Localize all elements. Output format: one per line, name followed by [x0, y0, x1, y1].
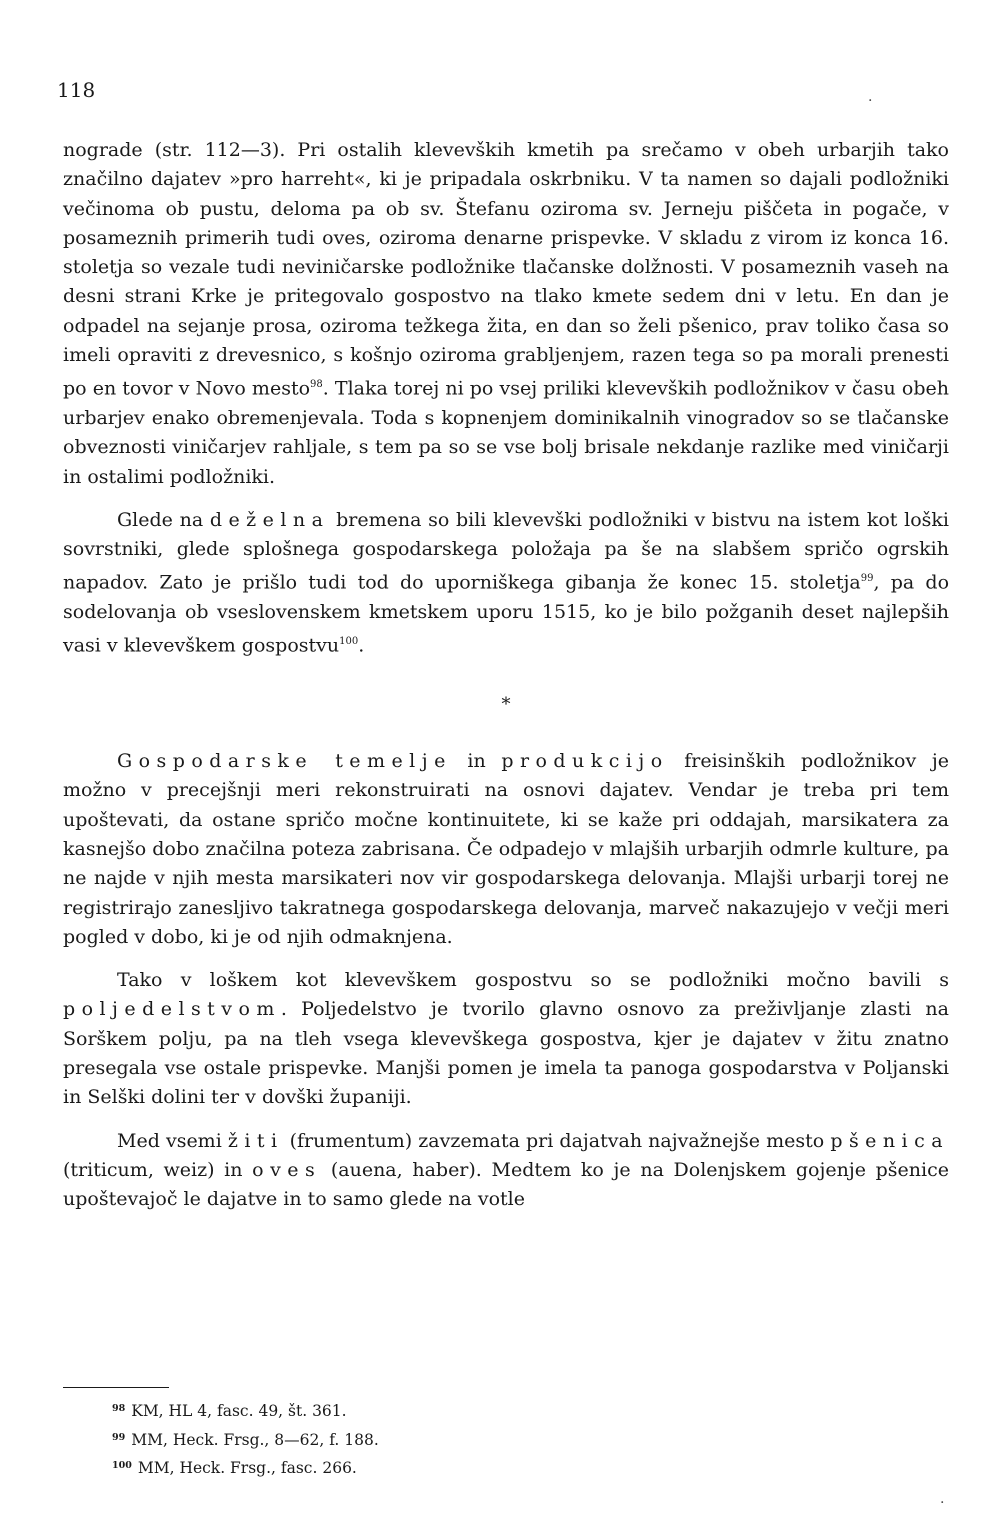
paragraph-4-text-a: Tako v loškem kot klevevškem gospostvu so se podložniki močno bavili s — [117, 969, 949, 992]
paragraph-2-text-c: , pa do sodelovanja ob vseslovenskem kmetskem uporu 1515, ko je bilo požganih deset najlepših vasi v klevevškem gospostvu — [63, 571, 950, 657]
paragraph-1-text-a: nograde (str. 112—3). Pri ostalih klevevških kmetih pa srečamo v obeh urbarjih tako značilno dajatev »pro harreht«, ki je pripadala oskrbniku. V ta namen so dajali podložniki večinoma ob pustu, deloma pa ob sv. Štefanu oziroma sv. Jerneju piščeta in pogače, v posameznih primerih tudi oves, oziroma denarne prispevke. V skladu z virom iz konca 16. stoletja so vezale tudi neviničarske podložnike tlačanske dolžnosti. V posameznih vaseh na desni strani Krke je pritegovalo gospostvo na tlako kmete sedem dni v letu. En dan je odpadel na sejanje prosa, oziroma težkega žita, en dan so želi pšenico, prav toliko časa so imeli opraviti z drevesnico, s košnjo oziroma grabljenjem, razen tega so pa morali prenesti po en tovor v Novo mesto — [63, 139, 949, 400]
spaced-term-psenica: pšenica — [830, 1129, 949, 1152]
scan-dot-top: . — [868, 89, 873, 105]
paragraph-3-text-b: freisinških podložnikov je možno v precejšnji meri rekonstruirati na osnovi dajatev. Vendar je treba pri tem upoštevati, da ostane spričo močne kontinuitete, ki se kaže pri oddajah, marsikatera za kasnejšo dobo značilna poteza zabrisana. Če odpadejo v mlajših urbarjih odmrle kulture, pa ne najde v njih mesta marsikateri nov vir gospodarskega delovanja. Mlajši urbarji torej ne registrirajo zanesljivo takratnega gospodarskega delovanja, marveč nakazujejo v večji meri pogled v dobo, ki je od njih odmaknjena. — [63, 750, 949, 948]
paragraph-2-text-b: bremena so bili klevevški podložniki v bistvu na istem kot loški sovrstniki, glede splošnega gospodarskega položaja pa še na slabšem spričo ogrskih napadov. Zato je prišlo tudi tod do uporniškega gibanja že konec 15. stoletja — [63, 508, 949, 594]
footnote-number: 100 — [112, 1460, 132, 1472]
footnote-divider — [63, 1387, 169, 1388]
footnote-100 — [112, 1453, 379, 1482]
paragraph-5-text-b: (frumentum) zavzemata pri dajatvah najvažnejše mesto — [283, 1129, 831, 1152]
paragraph-5-text-c: (triticum, weiz) in — [63, 1158, 253, 1181]
footnote-ref-99[interactable]: 99 — [860, 573, 874, 585]
spaced-term-poljedelstvom: poljedelstvom — [63, 998, 281, 1021]
paragraph-2-text-a: Glede na — [117, 508, 210, 531]
spaced-term-oves: oves — [252, 1158, 322, 1181]
paragraph-2 — [63, 506, 949, 661]
spaced-term-dezelna: deželna — [209, 508, 330, 531]
footnote-text: MM, Heck. Frsg., fasc. 266. — [137, 1459, 357, 1478]
body-text — [63, 136, 949, 1214]
footnote-number: 99 — [112, 1431, 126, 1443]
paragraph-5-text-a: Med vsemi — [117, 1129, 228, 1152]
paragraph-5 — [63, 1127, 949, 1215]
page-number: 118 — [57, 78, 96, 102]
footnote-98 — [112, 1396, 379, 1425]
paragraph-1 — [63, 136, 949, 492]
footnote-text: MM, Heck. Frsg., 8—62, f. 188. — [131, 1430, 379, 1449]
footnote-ref-98[interactable]: 98 — [310, 379, 323, 391]
paragraph-2-text-d: . — [358, 634, 365, 657]
paragraph-3 — [63, 747, 949, 952]
paragraph-1-text-b: . Tlaka torej ni po vsej priliki klevevških podložnikov v času obeh urbarjev enako obremenjevala. Toda s kopnenjem dominikalnih vinogradov so se tlačanske obveznosti viničarjev rahljale, s tem pa so se vse bolj brisale nekdanje razlike med viničarji in ostalimi podložniki. — [63, 377, 949, 488]
paragraph-3-text-a: in — [451, 750, 502, 773]
section-separator: * — [501, 694, 511, 716]
paragraph-4-text-b: . Poljedelstvo je tvorilo glavno osnovo za preživljanje zlasti na Sorškem polju, pa na tleh vsega klevevškega gospostva, kjer je dajatev v žitu znatno presegala vse ostale prispevke. Manjši pomen je imela ta panoga gospodarstva v Poljanski in Selški dolini ter v dovški županiji. — [63, 998, 949, 1109]
spaced-term-ziti: žiti — [227, 1129, 284, 1152]
spaced-term-gospodarske-temelje: Gospodarske temelje — [117, 750, 452, 773]
footnote-99 — [112, 1425, 379, 1454]
footnote-number: 98 — [112, 1403, 126, 1414]
footnote-text: KM, HL 4, fasc. 49, št. 361. — [131, 1402, 347, 1421]
spaced-term-produkcijo: produkcijo — [501, 750, 669, 773]
paragraph-5-text-d: (auena, haber). Medtem ko je na Dolenjskem gojenje pšenice upoštevajoč le dajatve in to samo glede na votle — [63, 1158, 949, 1211]
footnote-ref-100[interactable]: 100 — [339, 636, 359, 648]
scan-dot-bottom: . — [940, 1491, 945, 1507]
paragraph-4 — [63, 966, 949, 1112]
footnotes — [112, 1396, 379, 1482]
